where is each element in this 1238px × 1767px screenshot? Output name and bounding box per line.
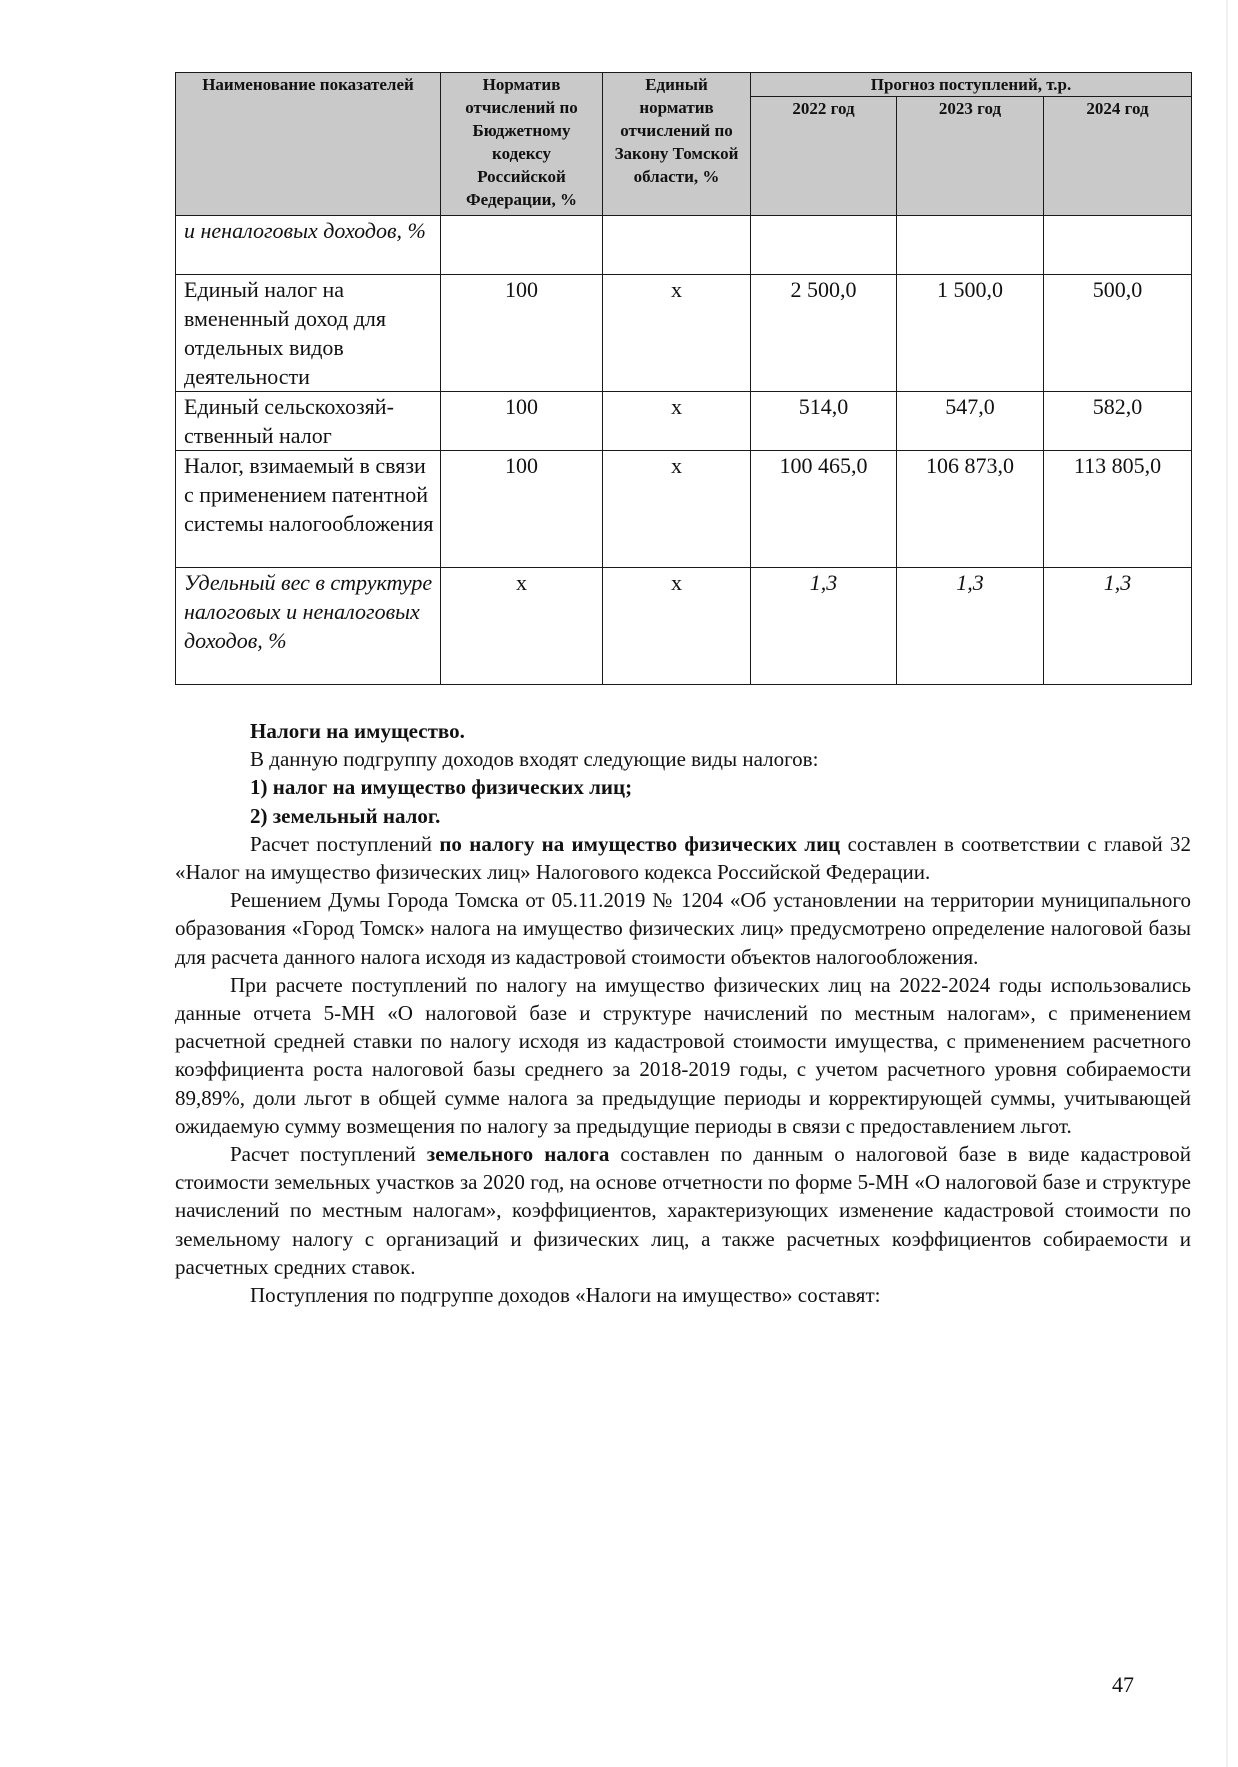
paragraph-text: Расчет поступлений	[230, 1142, 427, 1167]
page-number: 47	[1112, 1672, 1134, 1697]
row-norm-tomsk	[603, 216, 751, 275]
row-2023: 106 873,0	[897, 451, 1044, 568]
list-item: 1) налог на имущество физических лиц;	[250, 775, 633, 800]
header-year-2024: 2024 год	[1044, 97, 1192, 216]
intro-text: В данную подгруппу доходов входят следующие виды налогов:	[250, 747, 819, 772]
row-name: Налог, взимаемый в связи с применением патентной системы налогообложения	[176, 451, 441, 568]
table-row	[176, 451, 1192, 568]
row-2022: 2 500,0	[751, 275, 897, 392]
section-heading: Налоги на имущество.	[250, 719, 465, 743]
row-norm-bk	[441, 216, 603, 275]
table-row	[176, 216, 1192, 275]
row-2023: 1,3	[897, 568, 1044, 685]
header-year-2022: 2022 год	[751, 97, 897, 216]
row-name: Единый налог на вмененный доход для отдельных видов деятельности	[176, 275, 441, 392]
row-2023: 547,0	[897, 392, 1044, 451]
header-norm-tomsk: Единый норматив отчислений по Закону Томской области, %	[603, 73, 751, 216]
row-name: Единый сельскохозяй-ственный налог	[176, 392, 441, 451]
paragraph-property-tax	[175, 830, 1191, 886]
table-row	[176, 275, 1192, 392]
paragraph-bold-text: по налогу на имущество физических лиц	[439, 831, 841, 856]
row-norm-tomsk: x	[603, 568, 751, 685]
row-2022	[751, 216, 897, 275]
header-forecast: Прогноз поступлений, т.р.	[751, 73, 1192, 97]
row-norm-bk: 100	[441, 392, 603, 451]
paragraph-calculation-method: При расчете поступлений по налогу на имущество физических лиц на 2022-2024 годы использовались данные отчета 5-МН «О налоговой базе и структуре начислений по местным налогам», с применением расчетной средней ставки по налогу исходя из кадастровой стоимости имущества, с применением расчетного коэффициента роста налоговой базы среднего за 2018-2019 годы, с учетом расчетного уровня собираемости 89,89%, доли льгот в общей сумме налога за предыдущие периоды и корректирующей суммы, учитывающей ожидаемую сумму возмещения по налогу за предыдущие периоды в связи с предоставлением льгот.	[175, 972, 1191, 1138]
row-2024: 113 805,0	[1044, 451, 1192, 568]
row-norm-tomsk: x	[603, 275, 751, 392]
row-2022: 100 465,0	[751, 451, 897, 568]
paragraph-bold-text: земельного налога	[426, 1142, 610, 1167]
row-norm-tomsk: x	[603, 392, 751, 451]
paragraph-duma-decision: Решением Думы Города Томска от 05.11.2019 № 1204 «Об установлении на территории муниципального образования «Город Томск» налога на имущество физических лиц» предусмотрено определение налоговой базы для расчета данного налога исходя из кадастровой стоимости объектов налогообложения.	[175, 888, 1191, 969]
paragraph-text: составлен в соответствии с главой 32 «Налог на имущество физических лиц» Налогового кодекса Российской Федерации.	[175, 831, 1191, 885]
header-year-2023: 2023 год	[897, 97, 1044, 216]
row-2024: 1,3	[1044, 568, 1192, 685]
row-2024: 582,0	[1044, 392, 1192, 451]
row-2023	[897, 216, 1044, 275]
header-norm-bk: Норматив отчислений по Бюджетному кодексу Российской Федерации, %	[441, 73, 603, 216]
row-name: и неналоговых доходов, %	[176, 216, 441, 275]
paragraph-text: составлен по данным о налоговой базе в виде кадастровой стоимости земельных участков за 2020 год, на основе отчетности по форме 5-МН «О налоговой базе и структуре начислений по местным налогам», коэффициентов, характеризующих изменение кадастровой стоимости по земельному налогу с организаций и физических лиц, а также расчетных коэффициентов собираемости и расчетных средних ставок.	[175, 1142, 1191, 1279]
paragraph-text: Расчет поступлений	[250, 831, 440, 856]
body-text	[175, 717, 1191, 1309]
row-2024	[1044, 216, 1192, 275]
row-2022: 514,0	[751, 392, 897, 451]
row-name: Удельный вес в структуре налоговых и неналоговых доходов, %	[176, 568, 441, 685]
row-norm-bk: 100	[441, 451, 603, 568]
revenue-forecast-table	[175, 72, 1192, 685]
row-2024: 500,0	[1044, 275, 1192, 392]
paragraph-summary-intro: Поступления по подгруппе доходов «Налоги на имущество» составят:	[250, 1283, 881, 1308]
paragraph-land-tax	[175, 1140, 1191, 1281]
row-2022: 1,3	[751, 568, 897, 685]
table-row	[176, 392, 1192, 451]
row-norm-bk: x	[441, 568, 603, 685]
header-name: Наименование показателей	[176, 73, 441, 216]
row-norm-bk: 100	[441, 275, 603, 392]
row-norm-tomsk: x	[603, 451, 751, 568]
row-2023: 1 500,0	[897, 275, 1044, 392]
table-row	[176, 568, 1192, 685]
list-item: 2) земельный налог.	[250, 803, 441, 828]
scan-edge-divider	[1226, 0, 1228, 1767]
